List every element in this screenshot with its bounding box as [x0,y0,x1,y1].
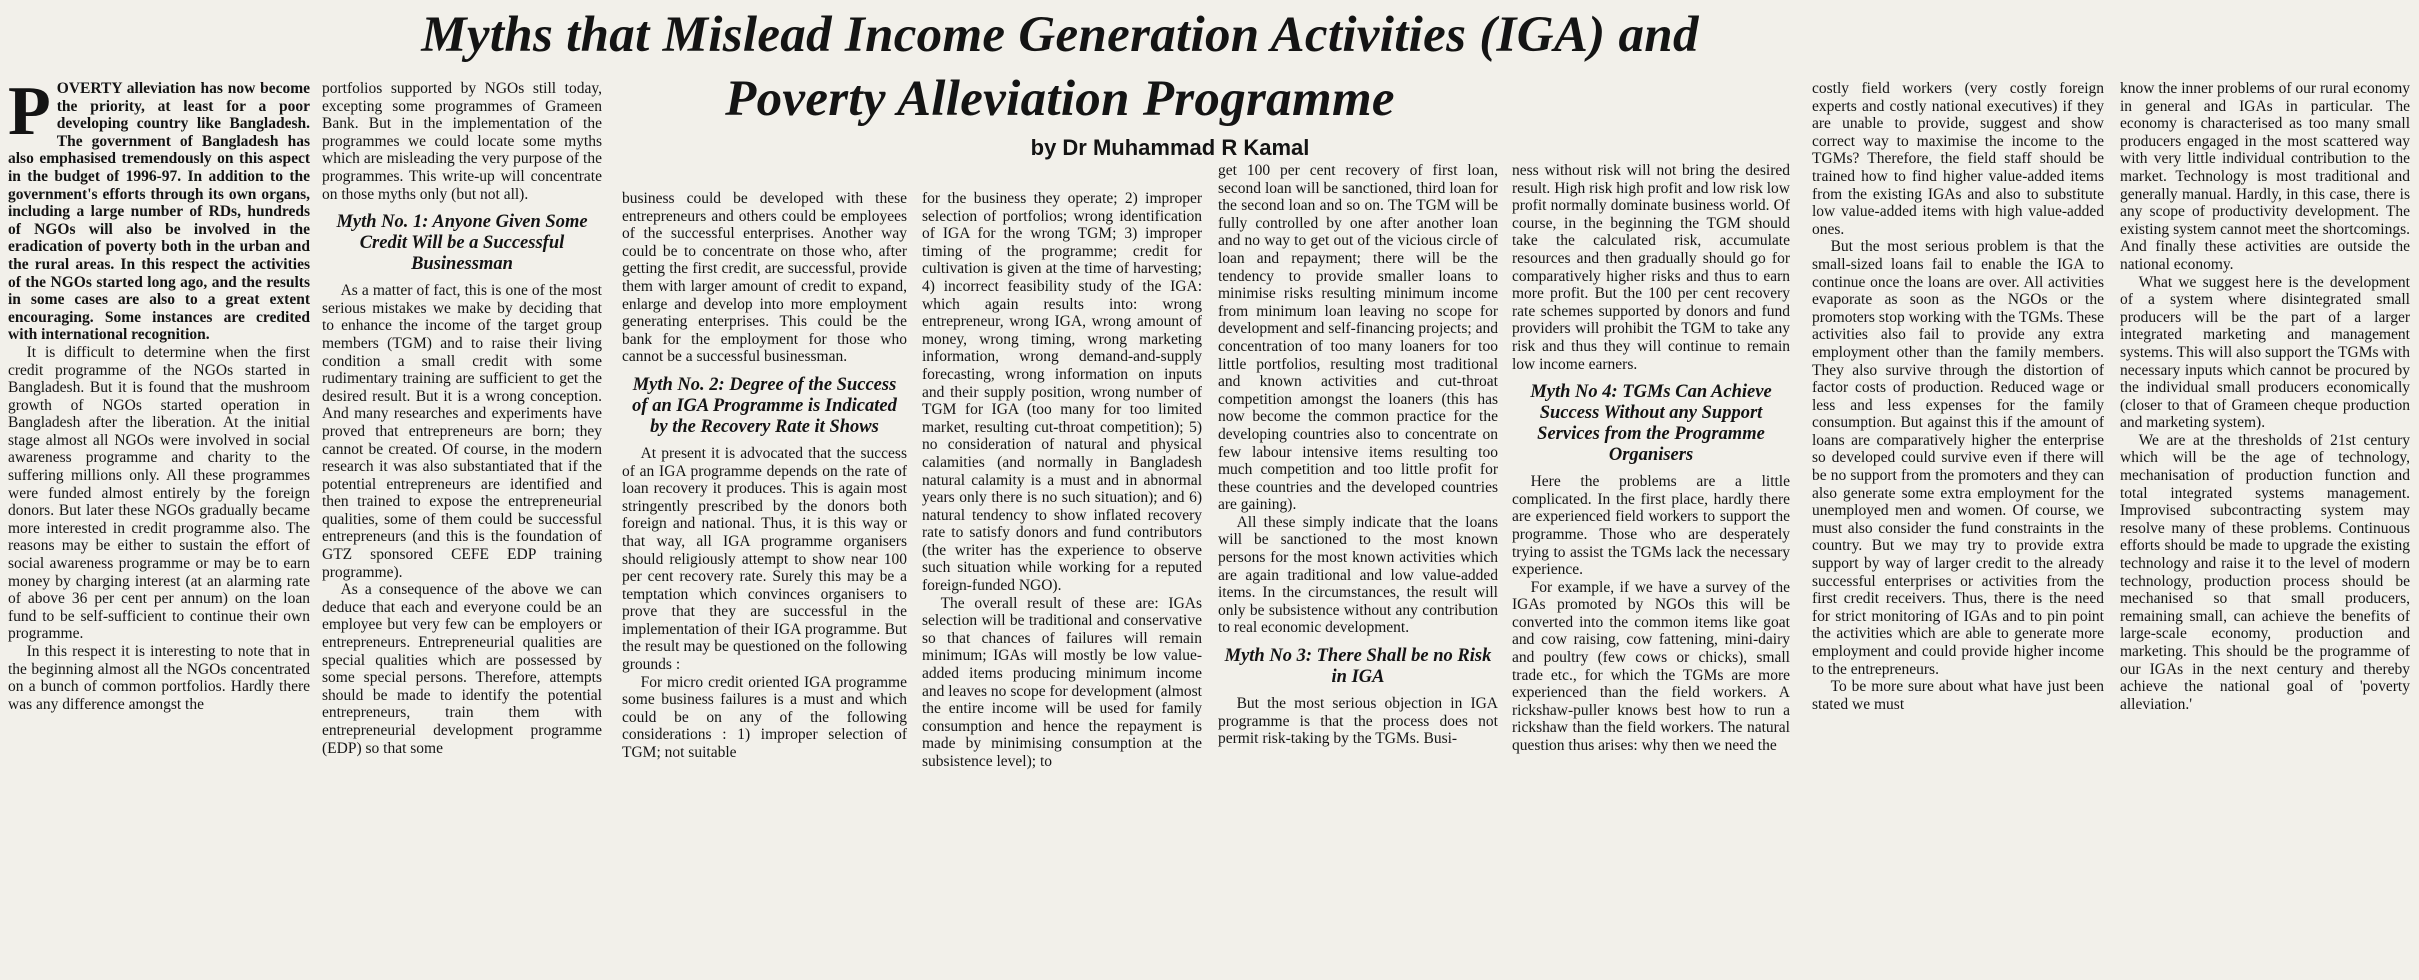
column-6 [1512,162,1790,980]
drop-cap: P [8,80,51,150]
intro-text: OVERTY alleviation has now become the priority, at least for a poor developing country like Bangladesh. The government of Bangladesh has also emphasised tremendously on this aspect in the budget of 1996-97. In addition to the government's efforts through its own organs, including a large number of RDs, hundreds of NGOs will also be involved in the eradication of poverty both in the urban and the rural areas. In this respect the activities of the NGOs started long ago, and the results in some cases are also to a great extent encouraging. Some instances are credited with international recognition. [8,80,310,344]
subheading-myth-4: Myth No 4: TGMs Can Achieve Success Without any Support Services from the Programme Organisers [1530,382,1772,466]
paragraph: portfolios supported by NGOs still today, excepting some programmes of Grameen Bank. But in the implementation of the programmes we could locate some myths which are misleading the very purpose of the programmes. This write-up will concentrate on those myths only (but not all). [322,80,602,203]
paragraph: What we suggest here is the development of a system where disintegrated small producers will be the part of a larger integrated marketing and management systems. This will also support the TGMs with necessary inputs which cannot be procured by the individual small producers economically (closer to that of Grameen cheque production and marketing system). [2120,273,2410,432]
paragraph: To be more sure about what have just been stated we must [1812,678,2104,713]
paragraph: It is difficult to determine when the first credit programme of the NGOs started in Bangladesh. But it is found that the mushroom growth of NGOs started operation in Bangladesh after the liberation. At the initial stage almost all NGOs were involved in social awareness programme and charity to the suffering millions only. All these programmes were funded almost entirely by the foreign donors. But later these NGOs gradually became more interested in credit programme also. The reasons may be either to sustain the effort of social awareness programme or may be to earn money by charging interest (at an alarming rate of above 36 per cent per annum) on the loan fund to be self-sufficient to continue their own programme. [8,343,310,643]
paragraph: Here the problems are a little complicated. In the first place, hardly there are experienced field workers to support the programme. Those who are desperately trying to assist the TGMs lack the necessary experience. [1512,473,1790,579]
paragraph: For example, if we have a survey of the IGAs promoted by NGOs this will be converted into the common items like goat and cow raising, cow fattening, mini-dairy and poultry (few cows or chicks), small trade etc., for which the TGMs are more experienced than the field workers. A rickshaw-puller knows best how to run a rickshaw than the field workers. The natural question thus arises: why then we need the [1512,578,1790,755]
paragraph: business could be developed with these entrepreneurs and others could be employees of the successful enterprises. Another way could be to concentrate on those who, after getting the first credit, are successful, provide them with larger amount of credit to expand, enlarge and develop into more employment generating enterprises. This could be the bank for the employment for those who cannot be a successful businessman. [622,190,907,366]
paragraph: All these simply indicate that the loans will be sanctioned to the most known persons for the most known activities which are again traditional and low value-added items. In the circumstances, the result will only be subsistence without any contribution to real economic development. [1218,513,1498,637]
byline: by Dr Muhammad R Kamal [1030,135,1310,160]
paragraph: We are at the thresholds of 21st century which will be the age of technology, mechanisation of production function and total integrated systems management. Improvised subcontracting system may resolve many of these problems. Continuous efforts should be made to upgrade the existing technology and raise it to the level of modern technology, production process should be mechanised so that small producers, remaining small, can achieve the benefits of large-scale economy, production and marketing. This should be the programme of our IGAs in the next century and thereby achieve the national goal of 'poverty alleviation.' [2120,431,2410,713]
paragraph: The overall result of these are: IGAs selection will be traditional and conservative so that chances of failures will remain minimum; IGAs will mostly be low value-added items producing minimum income and leaves no scope for development (almost the entire income will be used for family consumption and hence the repayment is made by minimising consumption at the subsistence level); to [922,594,1202,770]
paragraph: for the business they operate; 2) improper selection of portfolios; wrong identification of IGA for the wrong TGM; 3) improper timing of the programme; credit for cultivation is given at the time of harvesting; 4) incorrect feasibility study of the IGA: which again results into: wrong entrepreneur, wrong IGA, wrong amount of money, wrong timing, wrong marketing information, wrong demand-and-supply forecasting, wrong information on inputs and their supply position, wrong number of TGM for IGA (too many for too limited market, resulting cut-throat competition); 5) no consideration of natural and physical calamities (and normally in Bangladesh natural calamity is a must and in abnormal years only there is no such situation); and 6) natural tendency to show inflated recovery rate to satisfy donors and fund contributors (the writer has the experience to observe such situation while working for a reputed foreign-funded NGO). [922,190,1202,595]
paragraph: For micro credit oriented IGA programme some business failures is a must and which could be on any of the following considerations : 1) improper selection of TGM; not suitable [622,673,907,762]
subheading-myth-2: Myth No. 2: Degree of the Success of an IGA Programme is Indicated by the Recovery Rate it Shows [632,374,897,437]
intro-paragraph [8,80,310,344]
column-4 [922,190,1202,980]
paragraph: get 100 per cent recovery of first loan, second loan will be sanctioned, third loan for the second loan and so on. The TGM will be fully controlled by one after another loan and no way to get out of the vicious circle of loan and repayment; there will be the tendency to provide smaller loans to minimise risks resulting minimum income from minimum loan leaving no scope for development and self-financing projects; and concentration of too many loaners for too little portfolios, resulting most traditional and known activities and cut-throat competition amongst the loaners (this has now become the common practice for the developing countries also to concentrate on few labour intensive items resulting too much competition and too little profit for these countries and the developed countries are gaining). [1218,162,1498,514]
subheading-myth-3: Myth No 3: There Shall be no Risk in IGA [1224,646,1492,688]
headline-line-2: Poverty Alleviation Programme [725,71,1395,127]
paragraph: But the most serious objection in IGA programme is that the process does not permit risk-taking by the TGMs. Busi- [1218,695,1498,748]
headline-line-1: Myths that Mislead Income Generation Activities (IGA) and [421,7,1699,63]
column-3 [622,190,907,980]
column-5 [1218,162,1498,980]
paragraph: But the most serious problem is that the small-sized loans fail to enable the IGA to continue once the loans are over. All activities evaporate as soon as the NGOs or the promoters stop working with the TGMs. These activities also fail to provide any extra employment other than the family members. They also survive through the distortion of factor costs of production. Reduced wage or less and less expenses for the family consumption. But against this if the amount of loans are comparatively higher the enterprise so developed could survive even if there will be no support from the promoters and they can also generate some extra employment for the unemployed men and women. Of course, we must also consider the fund constraints in the country. But we may try to provide extra support by way of larger credit to the already successful enterprises or activities from the first credit receivers. Thus, there is the need for strict monitoring of IGAs and to pin point the activities which are able to generate more employment and could provide higher income to the entrepreneurs. [1812,238,2104,678]
column-2 [322,80,602,980]
paragraph: In this respect it is interesting to note that in the beginning almost all the NGOs concentrated on a bunch of common portfolios. Hardly there was any difference amongst the [8,643,310,713]
subheading-myth-1: Myth No. 1: Anyone Given Some Credit Will be a Successful Businessman [336,212,588,275]
paragraph: As a matter of fact, this is one of the most serious mistakes we make by deciding that to enhance the income of the target group members (TGM) and to raise their living condition a small credit with some rudimentary training are sufficient to get the desired result. But it is a wrong conception. And many researches and experiments have proved that entrepreneurs are born; they cannot be created. Of course, in the modern research it was also substantiated that if the potential entrepreneurs are identified and then trained to expose the entrepreneurial qualities, some of them could be successful entrepreneurs (and this is the foundation of GTZ sponsored CEFE EDP training programme). [322,282,602,581]
paragraph: At present it is advocated that the success of an IGA programme depends on the rate of loan recovery it produces. This is again most stringently prescribed by the donors both foreign and national. Thus, it is this way or that way, all IGA programme organisers should religiously attempt to show near 100 per cent recovery rate. Surely this may be a temptation which convinces organisers to prove that they are successful in the implementation of their IGA programme. But the result may be questioned on the following grounds : [622,444,907,674]
paragraph: costly field workers (very costly foreign experts and costly national executives) if they are unable to provide, suggest and show correct way to maximise the income to the TGMs? Therefore, the field staff should be trained how to find higher value-added items from the existing IGAs and also to substitute low value-added items with high value-added ones. [1812,80,2104,238]
column-7 [1812,80,2104,980]
paragraph: As a consequence of the above we can deduce that each and everyone could be an employee but very few can be employers or entrepreneurs. Entrepreneurial qualities are special qualities which are possessed by some special persons. Therefore, attempts should be made to identify the potential entrepreneurs, train them with entrepreneurial development programme (EDP) so that some [322,581,602,757]
paragraph: ness without risk will not bring the desired result. High risk high profit and low risk low profit normally dominate business world. Of course, in the beginning the TGM should take the calculated risk, accumulate resources and then gradually should go for comparatively higher risks and thus to earn more profit. But the 100 per cent recovery rate schemes supported by donors and fund providers will prohibit the TGM to take any risk and thus they will continue to remain low income earners. [1512,162,1790,373]
column-1 [8,80,310,980]
column-8 [2120,80,2410,980]
paragraph: know the inner problems of our rural economy in general and IGAs in particular. The economy is characterised as too many small producers engaged in the most scattered way with very little individual contribution to the market. Technology is most traditional and generally manual. Hardly, in this case, there is any scope of productivity development. The existing system cannot meet the shortcomings. And finally these activities are outside the national economy. [2120,80,2410,273]
